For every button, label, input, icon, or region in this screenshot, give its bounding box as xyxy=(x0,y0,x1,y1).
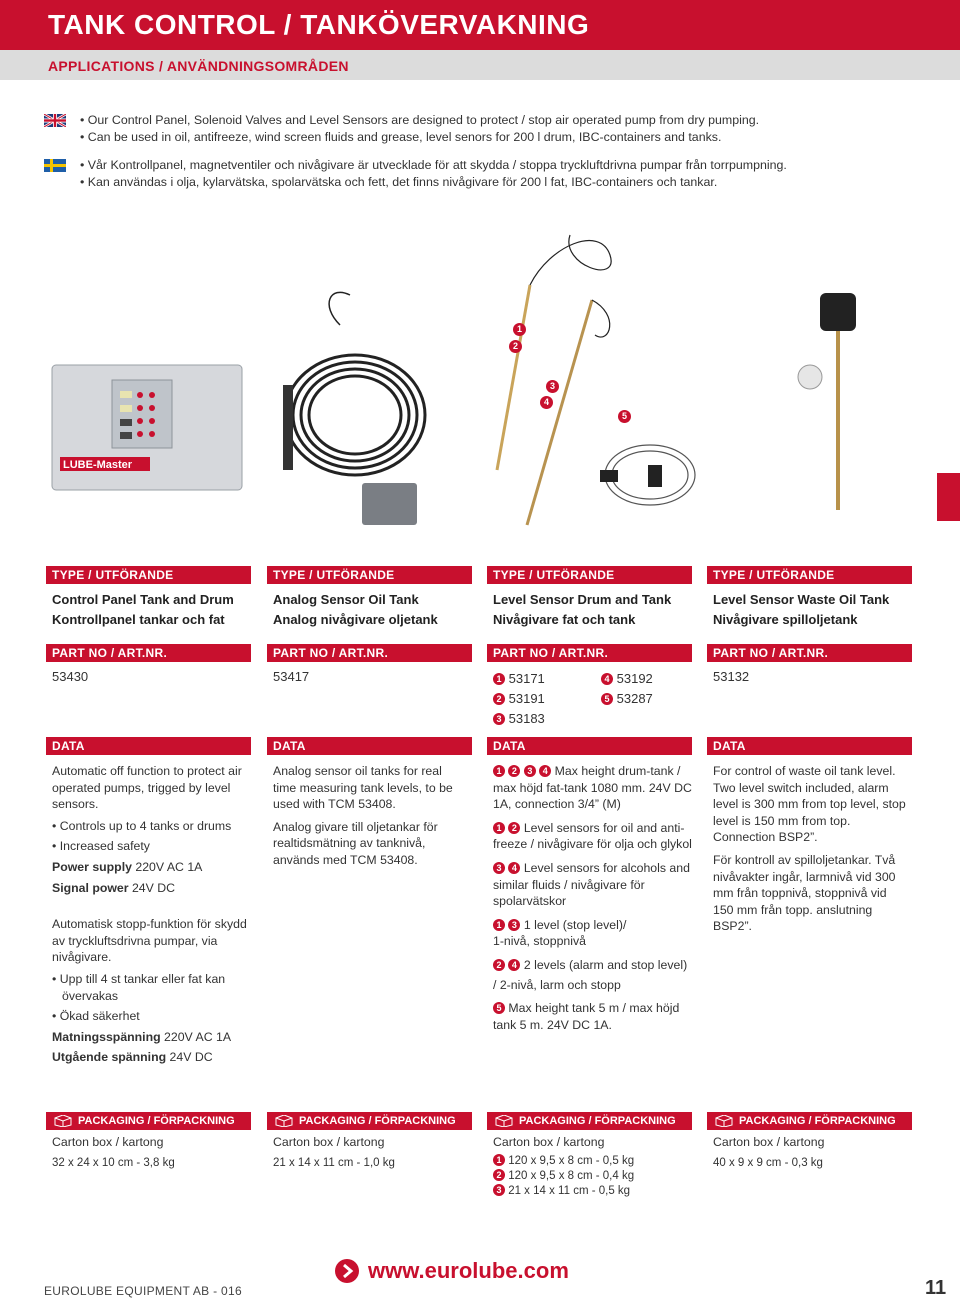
data-bullet-sv-1: • Upp till 4 st tankar eller fat kan övervakas xyxy=(52,971,226,1003)
packaging-value: 21 x 14 x 11 cm - 1,0 kg xyxy=(273,1157,395,1169)
page-number: 11 xyxy=(925,1277,947,1299)
packaging-list: 1 120 x 9,5 x 8 cm - 0,5 kg 2 120 x 9,5 x 8 cm - 0,4 kg 3 21 x 14 x 11 cm - 0,5 kg xyxy=(493,1154,634,1199)
waste-oil-sensor-image xyxy=(798,293,856,510)
data-item-4b: 1-nivå, stoppnivå xyxy=(493,934,586,949)
data-header: DATA xyxy=(46,737,251,755)
part-number: 53417 xyxy=(273,669,310,684)
packaging-value: 40 x 9 x 9 cm - 0,3 kg xyxy=(713,1157,823,1169)
packaging-title: Carton box / kartong xyxy=(273,1135,385,1149)
part-number: 53171 xyxy=(508,671,545,686)
data-text-sv: Analog givare till oljetankar för realtidsmätning av tanknivå, används med TCM 53408. xyxy=(273,819,438,867)
data-intro-en: Automatic off function to protect air operated pumps, trigged by level sensors. xyxy=(52,764,242,812)
part-marker: 1 xyxy=(493,673,505,685)
packaging-title: Carton box / kartong xyxy=(493,1135,605,1149)
analog-sensor-image xyxy=(283,292,425,475)
signal-label-en: Signal power xyxy=(52,880,129,895)
sensor-coil-image xyxy=(600,445,695,505)
data-bullet-en-2: • Increased safety xyxy=(52,839,150,854)
product-data xyxy=(273,763,468,869)
footer-company: EUROLUBE EQUIPMENT AB - 016 xyxy=(44,1284,242,1298)
intro-en-line-2: • Can be used in oil, antifreeze, wind screen fluids and grease, level senors for 200 l drum, IBC-containers and tanks. xyxy=(80,130,722,144)
packaging-level-sensor xyxy=(487,1112,692,1212)
photo-callout-2: 2 xyxy=(509,340,522,353)
box-icon xyxy=(495,1115,513,1127)
data-intro-sv: Automatisk stopp-funktion för skydd av tryckluftsdrivna pumpar, via nivågivare. xyxy=(52,917,247,965)
power-value-sv: 220V AC 1A xyxy=(160,1029,232,1044)
product-photo xyxy=(40,225,920,560)
data-item-4a: 1 level (stop level)/ xyxy=(520,917,627,932)
power-label-sv: Matningsspänning xyxy=(52,1029,161,1044)
data-item-3: Level sensors for alcohols and similar fluids / nivågivare för spolarvätskor xyxy=(493,860,690,909)
junction-box-image xyxy=(362,483,417,525)
product-title-en: Level Sensor Drum and Tank xyxy=(493,592,672,607)
product-title-sv: Analog nivågivare oljetank xyxy=(273,612,438,627)
part-header: PART NO / ART.NR. xyxy=(46,644,251,662)
part-marker: 3 xyxy=(493,713,505,725)
packaging-control-panel xyxy=(46,1112,251,1202)
signal-value-en: 24V DC xyxy=(128,880,176,895)
data-header: DATA xyxy=(267,737,472,755)
signal-value-sv: 24V DC xyxy=(166,1050,213,1065)
part-number: 53192 xyxy=(616,671,653,686)
signal-label-sv: Utgående spänning xyxy=(52,1050,167,1065)
packaging-title: Carton box / kartong xyxy=(52,1135,164,1149)
type-header: TYPE / UTFÖRANDE xyxy=(487,566,692,584)
part-header: PART NO / ART.NR. xyxy=(267,644,472,662)
type-header: TYPE / UTFÖRANDE xyxy=(46,566,251,584)
type-header: TYPE / UTFÖRANDE xyxy=(267,566,472,584)
box-icon xyxy=(715,1115,733,1127)
intro-sv-line-1: • Vår Kontrollpanel, magnetventiler och nivågivare är utvecklade för att skydda / stoppa tryckluftdrivna pumpar från torrpumpning. xyxy=(80,158,787,172)
part-number: 53287 xyxy=(616,691,653,706)
control-panel-label: LUBE-Master xyxy=(63,459,133,471)
part-number: 53191 xyxy=(508,691,545,706)
packaging-header: PACKAGING / FÖRPACKNING xyxy=(46,1112,251,1130)
part-header: PART NO / ART.NR. xyxy=(487,644,692,662)
uk-flag-icon xyxy=(44,114,66,127)
part-header: PART NO / ART.NR. xyxy=(707,644,912,662)
data-bullet-en-1: • Controls up to 4 tanks or drums xyxy=(52,818,232,833)
part-number-list-right xyxy=(601,669,653,709)
power-label-en: Power supply xyxy=(52,859,132,874)
product-column-waste-oil-sensor xyxy=(707,566,912,1196)
data-text-en: For control of waste oil tank level. Two level switch included, alarm level is 300 mm from top level, stop level is 150 mm from top. Connection BSP2”. xyxy=(713,764,906,845)
data-item-6: Max height tank 5 m / max höjd tank 5 m. 24V DC 1A. xyxy=(493,1001,680,1032)
product-data: 1 2 3 4 Max height drum-tank / max höjd fat-tank 1080 mm. 24V DC 1A, connection 3/4” (M) 1 2 Level sensors for oil and anti-freeze / nivågivare för olja och glykol 3 4 Level sensors for alcohols and similar fluids / nivågivare för spolarvätskor 1 3 1 level (stop level)/ 1-nivå, stoppnivå 2 4 2 levels (alarm and stop level) / 2-nivå, larm och stopp 5 Max height tank 5 m / max höjd tank 5 m. 24V DC 1A. xyxy=(493,764,692,1032)
section-title: APPLICATIONS / ANVÄNDNINGSOMRÅDEN xyxy=(48,58,349,74)
box-icon xyxy=(275,1115,293,1127)
header-bar xyxy=(0,0,960,50)
website-link[interactable]: www.eurolube.com xyxy=(368,1258,569,1283)
sweden-flag-icon xyxy=(44,159,66,172)
product-column-analog-sensor xyxy=(267,566,472,1196)
product-column-level-sensor xyxy=(487,566,692,1196)
part-marker: 4 xyxy=(601,673,613,685)
product-title-en: Control Panel Tank and Drum xyxy=(52,592,234,607)
type-header: TYPE / UTFÖRANDE xyxy=(707,566,912,584)
part-number: 53183 xyxy=(508,711,545,726)
data-header: DATA xyxy=(487,737,692,755)
data-item-5b: / 2-nivå, larm och stopp xyxy=(493,977,621,992)
part-number-list-left xyxy=(493,669,545,729)
packaging-title: Carton box / kartong xyxy=(713,1135,825,1149)
product-data xyxy=(52,763,247,1066)
intro-sv-line-2: • Kan användas i olja, kylarvätska, spolarvätska och fett, det finns nivågivare för 200 l fat, IBC-containers och tankar. xyxy=(80,175,718,189)
product-title-en: Analog Sensor Oil Tank xyxy=(273,592,419,607)
box-icon xyxy=(54,1115,72,1127)
packaging-header: PACKAGING / FÖRPACKNING xyxy=(267,1112,472,1130)
part-number: 53132 xyxy=(713,669,750,684)
product-title-sv: Nivågivare fat och tank xyxy=(493,612,636,627)
product-data xyxy=(713,763,909,935)
photo-callout-1: 1 xyxy=(513,323,526,336)
photo-callout-5: 5 xyxy=(618,410,631,423)
packaging-analog-sensor xyxy=(267,1112,472,1202)
side-tab-marker xyxy=(937,473,960,521)
photo-callout-4: 4 xyxy=(540,396,553,409)
data-item-2: Level sensors for oil and anti-freeze / nivågivare för olja och glykol xyxy=(493,820,692,852)
arrow-right-icon xyxy=(335,1259,359,1283)
part-marker: 2 xyxy=(493,693,505,705)
packaging-waste-oil-sensor xyxy=(707,1112,912,1202)
data-text-sv: För kontroll av spilloljetankar. Två nivåvakter ingår, larmnivå vid 300 mm från toppnivå, stoppnivå vid 150 mm från topp. anslutning BSP2”. xyxy=(713,852,896,934)
data-item-1: Max height drum-tank / max höjd fat-tank 1080 mm. 24V DC 1A, connection 3/4” (M) xyxy=(493,764,692,812)
data-bullet-sv-2: • Ökad säkerhet xyxy=(52,1009,140,1024)
data-header: DATA xyxy=(707,737,912,755)
power-value-en: 220V AC 1A xyxy=(131,859,203,874)
part-marker: 5 xyxy=(601,693,613,705)
product-title-en: Level Sensor Waste Oil Tank xyxy=(713,592,890,607)
control-panel-image xyxy=(52,365,242,490)
product-title-sv: Nivågivare spilloljetank xyxy=(713,612,858,627)
subheader-bar xyxy=(0,50,960,80)
packaging-header: PACKAGING / FÖRPACKNING xyxy=(707,1112,912,1130)
packaging-header: PACKAGING / FÖRPACKNING xyxy=(487,1112,692,1130)
data-item-5a: 2 levels (alarm and stop level) xyxy=(520,957,688,972)
data-text-en: Analog sensor oil tanks for real time measuring tank levels, to be used with TCM 53408. xyxy=(273,764,453,812)
product-column-control-panel xyxy=(46,566,251,1196)
photo-callout-3: 3 xyxy=(546,380,559,393)
intro-en-line-1: • Our Control Panel, Solenoid Valves and Level Sensors are designed to protect / stop air operated pump from dry pumping. xyxy=(80,113,760,127)
page-title: TANK CONTROL / TANKÖVERVAKNING xyxy=(48,9,590,40)
product-title-sv: Kontrollpanel tankar och fat xyxy=(52,612,225,627)
packaging-value: 32 x 24 x 10 cm - 3,8 kg xyxy=(52,1157,175,1169)
part-number: 53430 xyxy=(52,669,89,684)
